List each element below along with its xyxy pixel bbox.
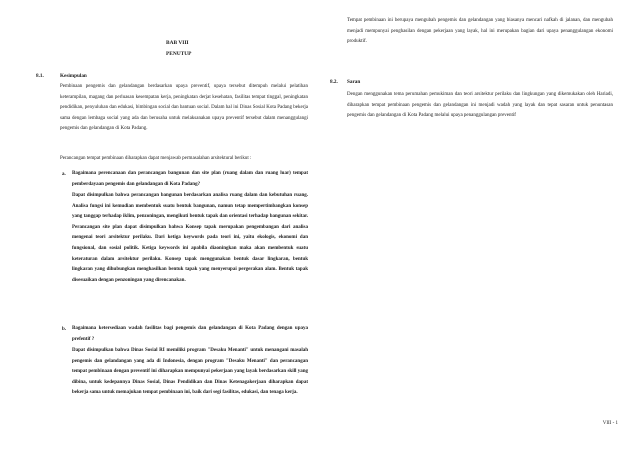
chapter-title: PENUTUP <box>166 51 192 57</box>
item-b-answer: Dapat disimpulkan bahwa Dinas Sosial RI memiliki program "Desaku Menanti" untuk menangani masalah pengemis dan gelandangan yang ada di Indonesia, dengan program "Desaku Menanti" dan perancangan tempat pembinaan dengan preventif ini diharapkan mempunyai pekerjaan yang layak berdasarkan skill yang dibina, untuk kedepannya Dinas Sosial, Dinas Pendidikan dan Dinas Ketenagakerjaan diharapkan dapat bekerja sama untuk memajukan tempat pembinaan ini, baik dari segi fasilitas, edukasi, dan tenaga kerja. <box>72 348 308 396</box>
kesimpulan-intro: Perancangan tempat pembinaan diharapkan dapat menjawab permasalahan arsitektural berikut : <box>60 156 252 161</box>
section-title-saran: Saran <box>347 79 361 85</box>
item-a-question: Bagaimana perencanaan dan perancangan bangunan dan site plan (ruang dalam dan ruang luar) tempat pemberdayaan pengemis dan gelandangan di Kota Padang? <box>72 171 308 187</box>
item-b-question: Bagaimana ketersediaan wadah fasilitas bagi pengemis dan gelandangan di Kota Padang dengan upaya prefentif ? <box>72 326 308 342</box>
saran-paragraph: Dengan menggunakan tema perumahan pemukiman dan teori arsitektur perilaku dan lingkungan yang dikemukakan oleh Hariadi, diharapkan tempat pembinaan pengemis dan gelandangan ini menjadi wadah yang layak dan tepat sasaran untuk penuntasan pengemis dan gelandangan di Kota Padang melalui upaya penanggulangan preventif <box>347 92 613 119</box>
section-title-kesimpulan: Kesimpulan <box>60 73 87 79</box>
section-number-saran: 8.2. <box>330 79 338 85</box>
page-number: VIII - 1 <box>602 421 618 426</box>
kesimpulan-paragraph: Pembinaan pengemis dan gelandangan berdasarkan upaya preventif, upaya tersebut ditempuh melalui pelatihan keterampilan, magang dan perluasan kesempatan kerja, peningkatan derjat kesehatan, fasilitas tempat tinggal, peningkatan pendidikan, penyuluhan dan edukasi, bimbingan social dan bantuan social. Dalam hal ini Dinas Sosial Kota Padang bekerja sama dengan lembaga social yang ada dan berusaha untuk melaksanakan upaya preventif tersebut dalam menanggulangi pengemis dan gelandangan di Kota Padang. <box>60 84 308 132</box>
item-b-marker: b. <box>62 327 67 332</box>
item-a-marker: a. <box>62 172 66 177</box>
continuation-paragraph: Tempat pembinaan ini berupaya mengubah pengemis dan gelandangan yang biasanya mencari nafkah di jalanan, dan mengubah menjadi mempunyai penghasilan dengan pekerjaan yang layak, hal ini merupakan bagian dari upaya penanggulangan ekonomi produktif. <box>347 18 613 45</box>
chapter-number: BAB VIII <box>166 40 189 46</box>
section-number-kesimpulan: 8.1. <box>36 73 44 79</box>
item-a-answer: Dapat disimpulkan bahwa perancangan bangunan berdasarkan analisa ruang dalam dan kebutuhan ruang. Analisa fungsi ini kemudian membentuk suatu bentuk bangunan, namun tetap mempertimbangkan konsep yang tanggap terhadap iklim, penzoningan, mengikuti bentuk tapak dan orientasi terhadap bangunan sekitar. Perancangan site plan dapat disimpulkan bahwa Konsep tapak merupakan pengembangan dari analisa mengenai teori arsitektur perilaku. Dari ketiga keywords pada teori ini, yaitu ekologis, ekonomi dan fungsional, dan sosial politik. Ketiga keywords ini apabila diaoningkan maka akan membentuk suatu keteraturan dalam arsitektur perilaku. Konsep tapak menggunakan bentuk dasar lingkaran, bentuk lingkaran yang dihubungkan menghasilkan bentuk tapak yang menyerupai pergerakan alam. Bentuk tapak disesuaikan dengan penzoningan yang direncanakan. <box>72 193 308 283</box>
